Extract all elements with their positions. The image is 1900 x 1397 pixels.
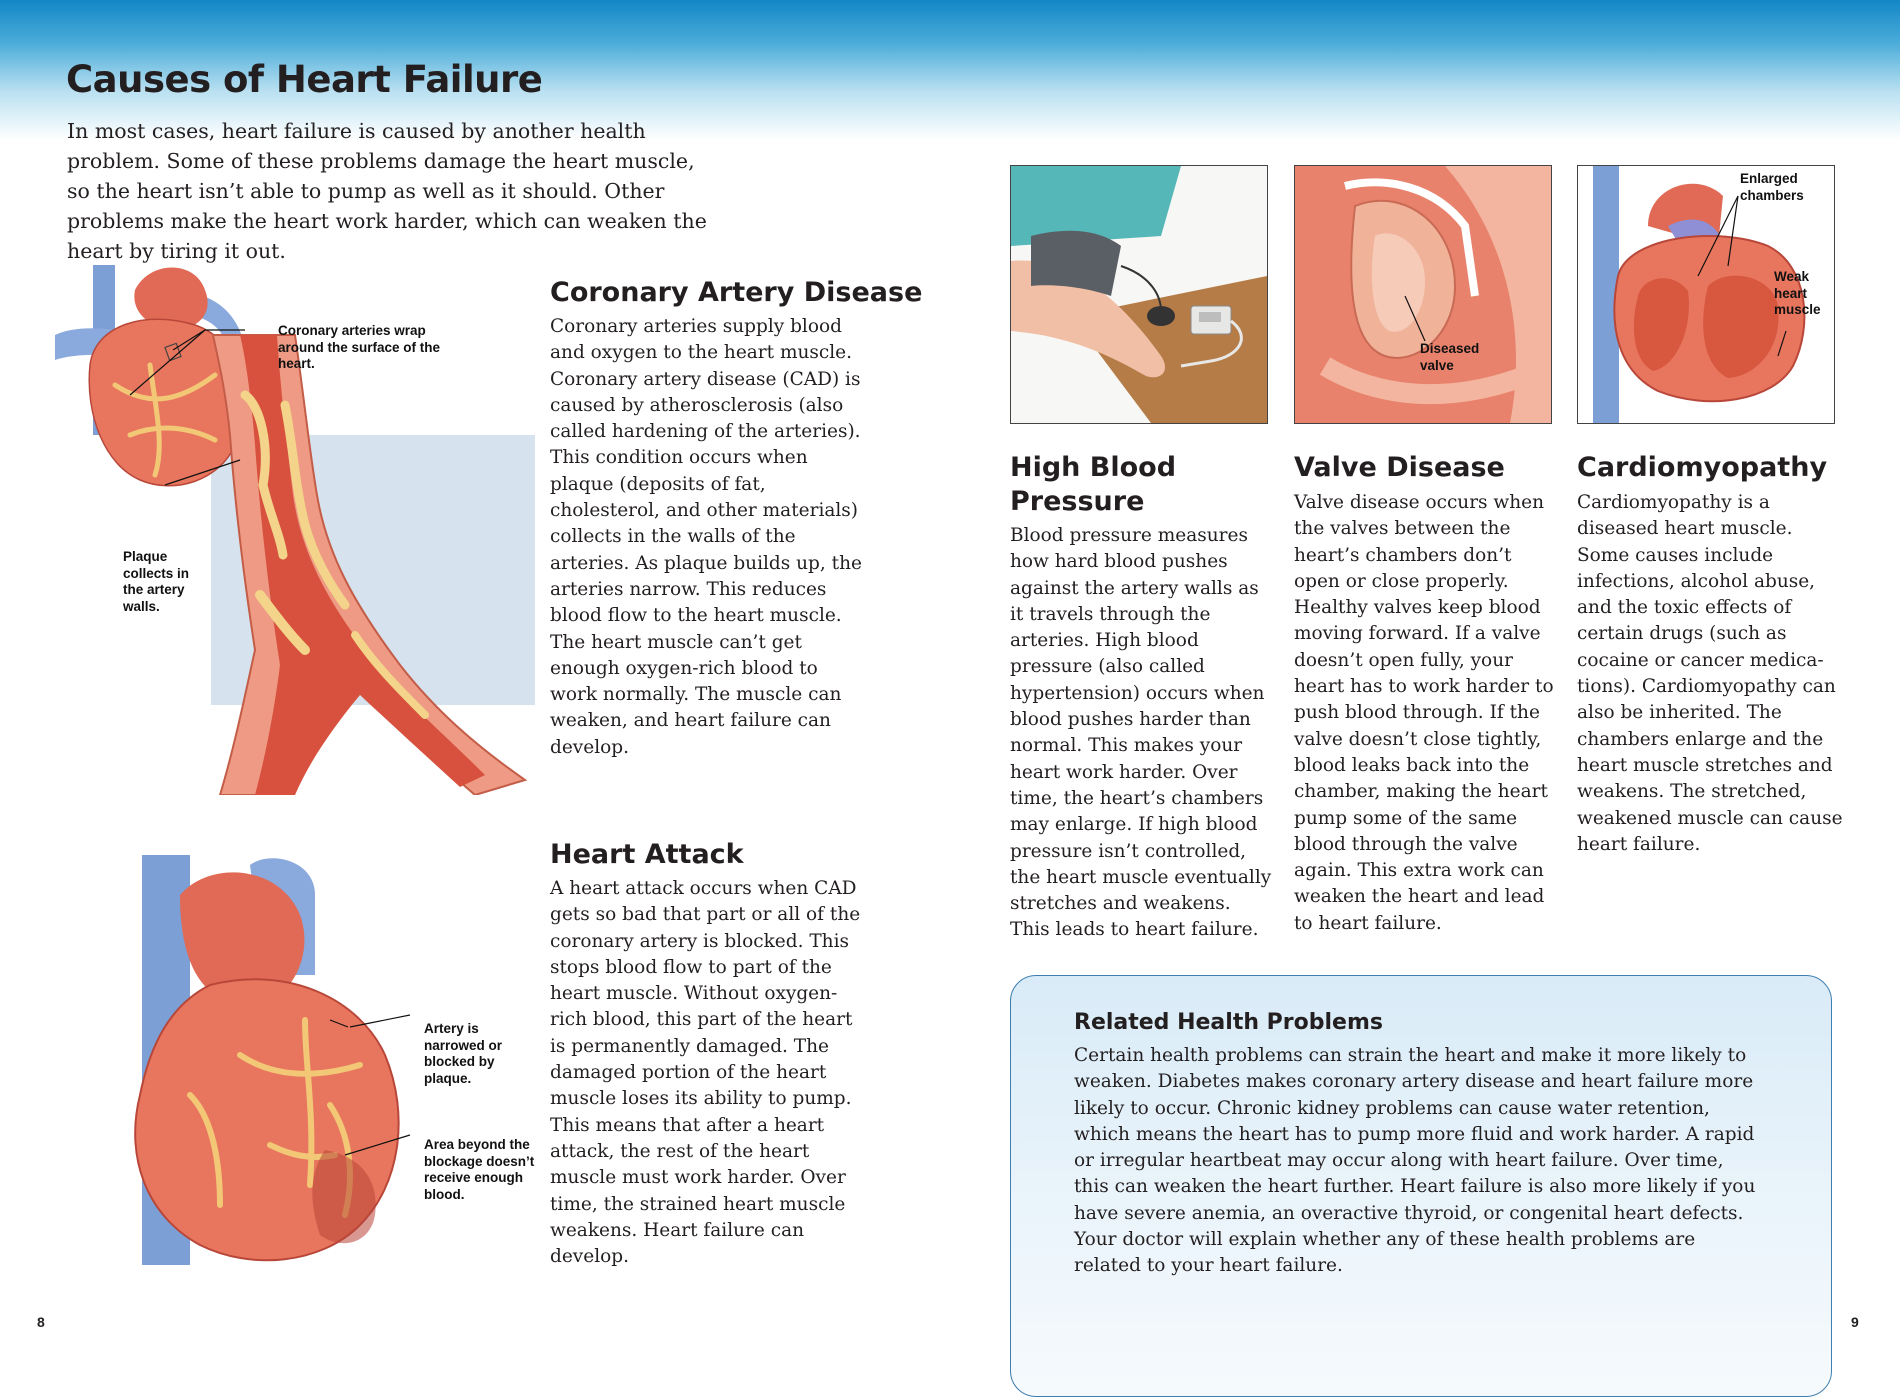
- body-cad: Coronary arteries supply blood and oxygen to the heart muscle. Coronary artery disease (CAD) is caused by atherosclerosis (also called hardening of the arteries). This condition occurs when plaque (deposits of fat, cholesterol, and other materials) collects in the walls of the arteries. As plaque builds up, the arteries narrow. This reduces blood flow to the heart muscle. The heart muscle can’t get enough oxygen-rich blood to work normally. The muscle can weaken, and heart failure can develop.: [550, 316, 862, 758]
- label-enlarged-chambers: Enlarged chambers: [1740, 171, 1804, 203]
- body-valve-disease: Valve disease occurs when the valves between the heart’s chambers don’t open or close properly. Healthy valves keep blood moving forward. If a valve doesn’t open fully, your heart has to work harder to push blood through. If the valve doesn’t close tightly, blood leaks back into the chamber, making the heart pump some of the same blood through the valve again. This extra work can weaken the heart and lead to heart failure.: [1294, 492, 1554, 934]
- page-title: Causes of Heart Failure: [66, 58, 543, 101]
- heading-high-blood-pressure: High Blood Pressure: [1010, 452, 1177, 517]
- heading-cardiomyopathy: Cardiomyopathy: [1577, 452, 1828, 483]
- body-cardiomyopathy: Cardiomyopathy is a diseased heart muscle. Some causes include infections, alcohol abuse, and the toxic effects of certain drugs (such as cocaine or cancer medica-tions). Cardiomyopathy can also be inherited. The chambers enlarge and the heart muscle stretches and weakens. The stretched, weakened muscle can cause heart failure.: [1577, 492, 1843, 855]
- label-coronary-arteries: Coronary arteries wrap around the surface of the heart.: [278, 323, 441, 371]
- intro-paragraph: In most cases, heart failure is caused by another health problem. Some of these problems damage the heart muscle, so the heart isn’t able to pump as well as it should. Other problems make the heart work harder, which can weaken the heart by tiring it out.: [67, 119, 707, 263]
- body-heart-attack: A heart attack occurs when CAD gets so bad that part or all of the coronary artery is blocked. This stops blood flow to part of the heart muscle. Without oxygen-rich blood, this part of the heart is permanently damaged. The damaged portion of the heart muscle loses its ability to pump. This means that after a heart attack, the rest of the heart muscle must work harder. Over time, the strained heart muscle weakens. Heart failure can develop.: [550, 878, 861, 1268]
- label-artery-narrowed: Artery is narrowed or blocked by plaque.: [424, 1021, 503, 1086]
- heart-attack-illustration: [70, 855, 420, 1275]
- page-number-left: 8: [37, 1314, 45, 1330]
- label-plaque: Plaque collects in the artery walls.: [123, 549, 190, 614]
- label-area-beyond: Area beyond the blockage doesn’t receive enough blood.: [424, 1137, 535, 1202]
- body-related: Certain health problems can strain the heart and make it more likely to weaken. Diabetes makes coronary artery disease and heart failure more likely to occur. Chronic kidney problems can cause water retention, which means the heart has to pump more fluid and work harder. A rapid or irregular heartbeat may occur along with heart failure. Over time, this can weaken the heart further. Heart failure is also more likely if you have severe anemia, an overactive thyroid, or congenital heart defects. Your doctor will explain whether any of these health problems are related to your heart failure.: [1074, 1045, 1756, 1277]
- heading-cad: Coronary Artery Disease: [550, 277, 923, 308]
- page-number-right: 9: [1851, 1314, 1859, 1330]
- photo-blood-pressure: [1010, 165, 1268, 424]
- heading-heart-attack: Heart Attack: [550, 839, 744, 870]
- label-weak-muscle: Weak heart muscle: [1774, 269, 1821, 317]
- label-diseased-valve: Diseased valve: [1420, 341, 1480, 373]
- body-high-blood-pressure: Blood pressure measures how hard blood pushes against the artery walls as it travels through the arteries. High blood pressure (also called hypertension) occurs when blood pushes harder than normal. This makes your heart work harder. Over time, the heart’s chambers may enlarge. If high blood pressure isn’t controlled, the heart muscle eventually stretches and weakens. This leads to heart failure.: [1010, 525, 1272, 941]
- heading-valve-disease: Valve Disease: [1294, 452, 1505, 483]
- photo-valve: [1294, 165, 1552, 424]
- heading-related: Related Health Problems: [1074, 1010, 1383, 1035]
